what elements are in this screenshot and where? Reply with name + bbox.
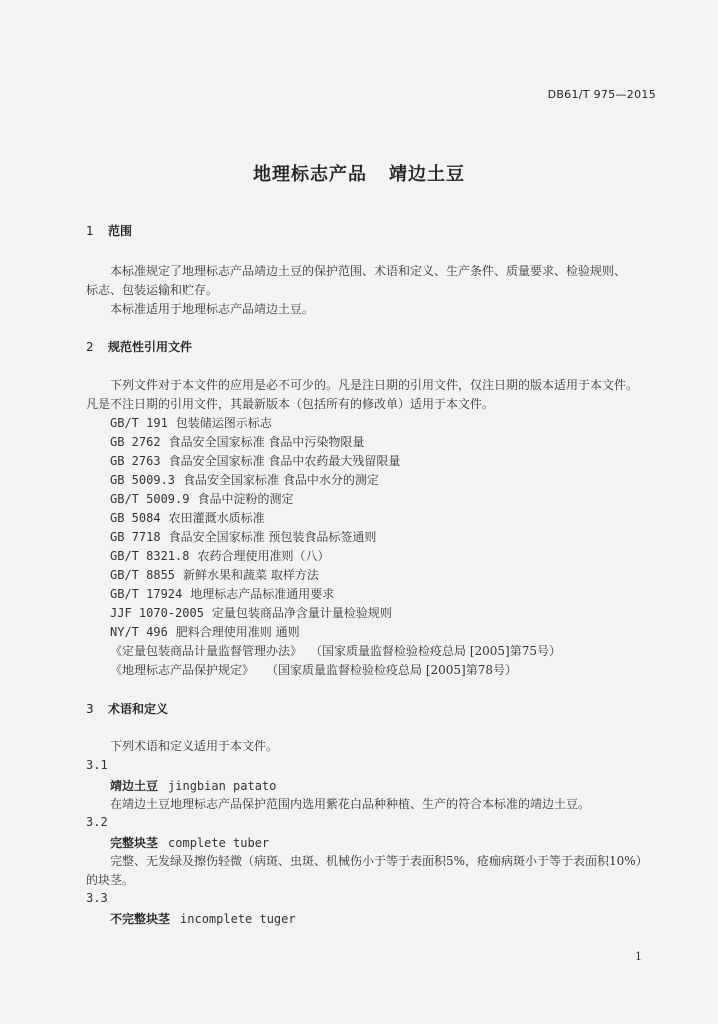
reference-title: 食品安全国家标准 预包装食品标签通则 — [168, 530, 377, 544]
reference-item — [110, 604, 392, 621]
reference-item — [110, 642, 561, 659]
section-title: 规范性引用文件 — [108, 340, 193, 354]
reference-code: GB/T 17924 — [110, 587, 183, 601]
sec1-paragraph1-line1: 本标准规定了地理标志产品靖边土豆的保护范围、术语和定义、生产条件、质量要求、检验规则、 — [110, 264, 627, 278]
sec1-paragraph2: 本标准适用于地理标志产品靖边土豆。 — [110, 302, 315, 316]
sec1-paragraph1-line2: 标志、包装运输和贮存。 — [86, 283, 219, 297]
reference-code: GB/T 191 — [110, 416, 168, 430]
reference-code: JJF 1070-2005 — [110, 606, 204, 620]
term-definition-line1: 完整、无发绿及擦伤轻微（病斑、虫斑、机械伤小于等于表面积5%，疮痂病斑小于等于表面积10%） — [110, 854, 648, 868]
reference-code: GB 7718 — [110, 530, 161, 544]
reference-title: 食品中淀粉的测定 — [197, 492, 294, 506]
term-entry — [110, 834, 269, 851]
reference-code: GB/T 8855 — [110, 568, 176, 582]
reference-title: （国家质量监督检验检疫总局 [2005]第75号） — [316, 644, 562, 658]
reference-title: 新鲜水果和蔬菜 取样方法 — [183, 568, 319, 582]
section-2-heading — [86, 338, 192, 355]
term-english: jingbian patato — [168, 779, 277, 793]
reference-title: 食品安全国家标准 食品中水分的测定 — [183, 473, 379, 487]
reference-code: NY/T 496 — [110, 625, 168, 639]
reference-title: 地理标志产品标准通用要求 — [190, 587, 335, 601]
reference-title: 定量包装商品净含量计量检验规则 — [211, 606, 392, 620]
section-title: 范围 — [108, 224, 133, 238]
reference-item — [110, 471, 379, 488]
sec2-paragraph1-line1: 下列文件对于本文件的应用是必不可少的。凡是注日期的引用文件，仅注日期的版本适用于本文件。 — [110, 378, 639, 392]
section-3-heading — [86, 700, 168, 717]
term-number: 3.2 — [86, 815, 108, 829]
sec2-paragraph1-line2: 凡是不注日期的引用文件，其最新版本（包括所有的修改单）适用于本文件。 — [86, 397, 495, 411]
reference-title: 肥料合理使用准则 通则 — [175, 625, 300, 639]
term-english: incomplete tuger — [180, 912, 296, 926]
sec3-intro: 下列术语和定义适用于本文件。 — [110, 739, 279, 753]
reference-item — [110, 414, 272, 431]
reference-title: （国家质量监督检验检疫总局 [2005]第78号） — [272, 663, 518, 677]
section-number: 3 — [86, 702, 94, 716]
term-entry — [110, 777, 276, 794]
reference-item — [110, 433, 364, 450]
title-part1: 地理标志产品 — [253, 164, 367, 185]
term-chinese: 靖边土豆 — [110, 779, 159, 793]
term-entry — [110, 910, 296, 927]
term-number: 3.3 — [86, 891, 108, 905]
reference-code: GB 2762 — [110, 435, 161, 449]
document-title — [0, 160, 718, 186]
reference-item — [110, 547, 330, 564]
term-chinese: 不完整块茎 — [110, 912, 171, 926]
reference-item — [110, 623, 300, 640]
reference-title: 农药合理使用准则（八） — [197, 549, 330, 563]
term-definition: 在靖边土豆地理标志产品保护范围内选用紫花白品种种植、生产的符合本标准的靖边土豆。 — [110, 797, 591, 811]
section-number: 1 — [86, 224, 94, 238]
section-1-heading — [86, 222, 132, 239]
page-number: 1 — [635, 950, 642, 963]
reference-code: 《地理标志产品保护规定》 — [110, 663, 255, 677]
reference-title: 食品安全国家标准 食品中污染物限量 — [168, 435, 365, 449]
reference-item — [110, 528, 376, 545]
section-number: 2 — [86, 340, 94, 354]
reference-item — [110, 585, 334, 602]
term-chinese: 完整块茎 — [110, 836, 159, 850]
reference-title: 农田灌溉水质标准 — [168, 511, 265, 525]
reference-item — [110, 490, 294, 507]
reference-item — [110, 566, 319, 583]
section-title: 术语和定义 — [108, 702, 169, 716]
reference-title: 食品安全国家标准 食品中农药最大残留限量 — [168, 454, 401, 468]
reference-code: GB/T 8321.8 — [110, 549, 190, 563]
reference-item — [110, 509, 265, 526]
standard-code: DB61/T 975—2015 — [547, 88, 656, 101]
term-number: 3.1 — [86, 758, 108, 772]
reference-code: GB/T 5009.9 — [110, 492, 190, 506]
reference-code: GB 2763 — [110, 454, 161, 468]
reference-code: 《定量包装商品计量监督管理办法》 — [110, 644, 303, 658]
term-definition-line2: 的块茎。 — [86, 873, 135, 887]
reference-item — [110, 661, 517, 678]
reference-title: 包装储运图示标志 — [175, 416, 272, 430]
title-part2: 靖边土豆 — [389, 164, 465, 185]
term-english: complete tuber — [168, 836, 270, 850]
reference-code: GB 5084 — [110, 511, 161, 525]
reference-item — [110, 452, 400, 469]
reference-code: GB 5009.3 — [110, 473, 176, 487]
